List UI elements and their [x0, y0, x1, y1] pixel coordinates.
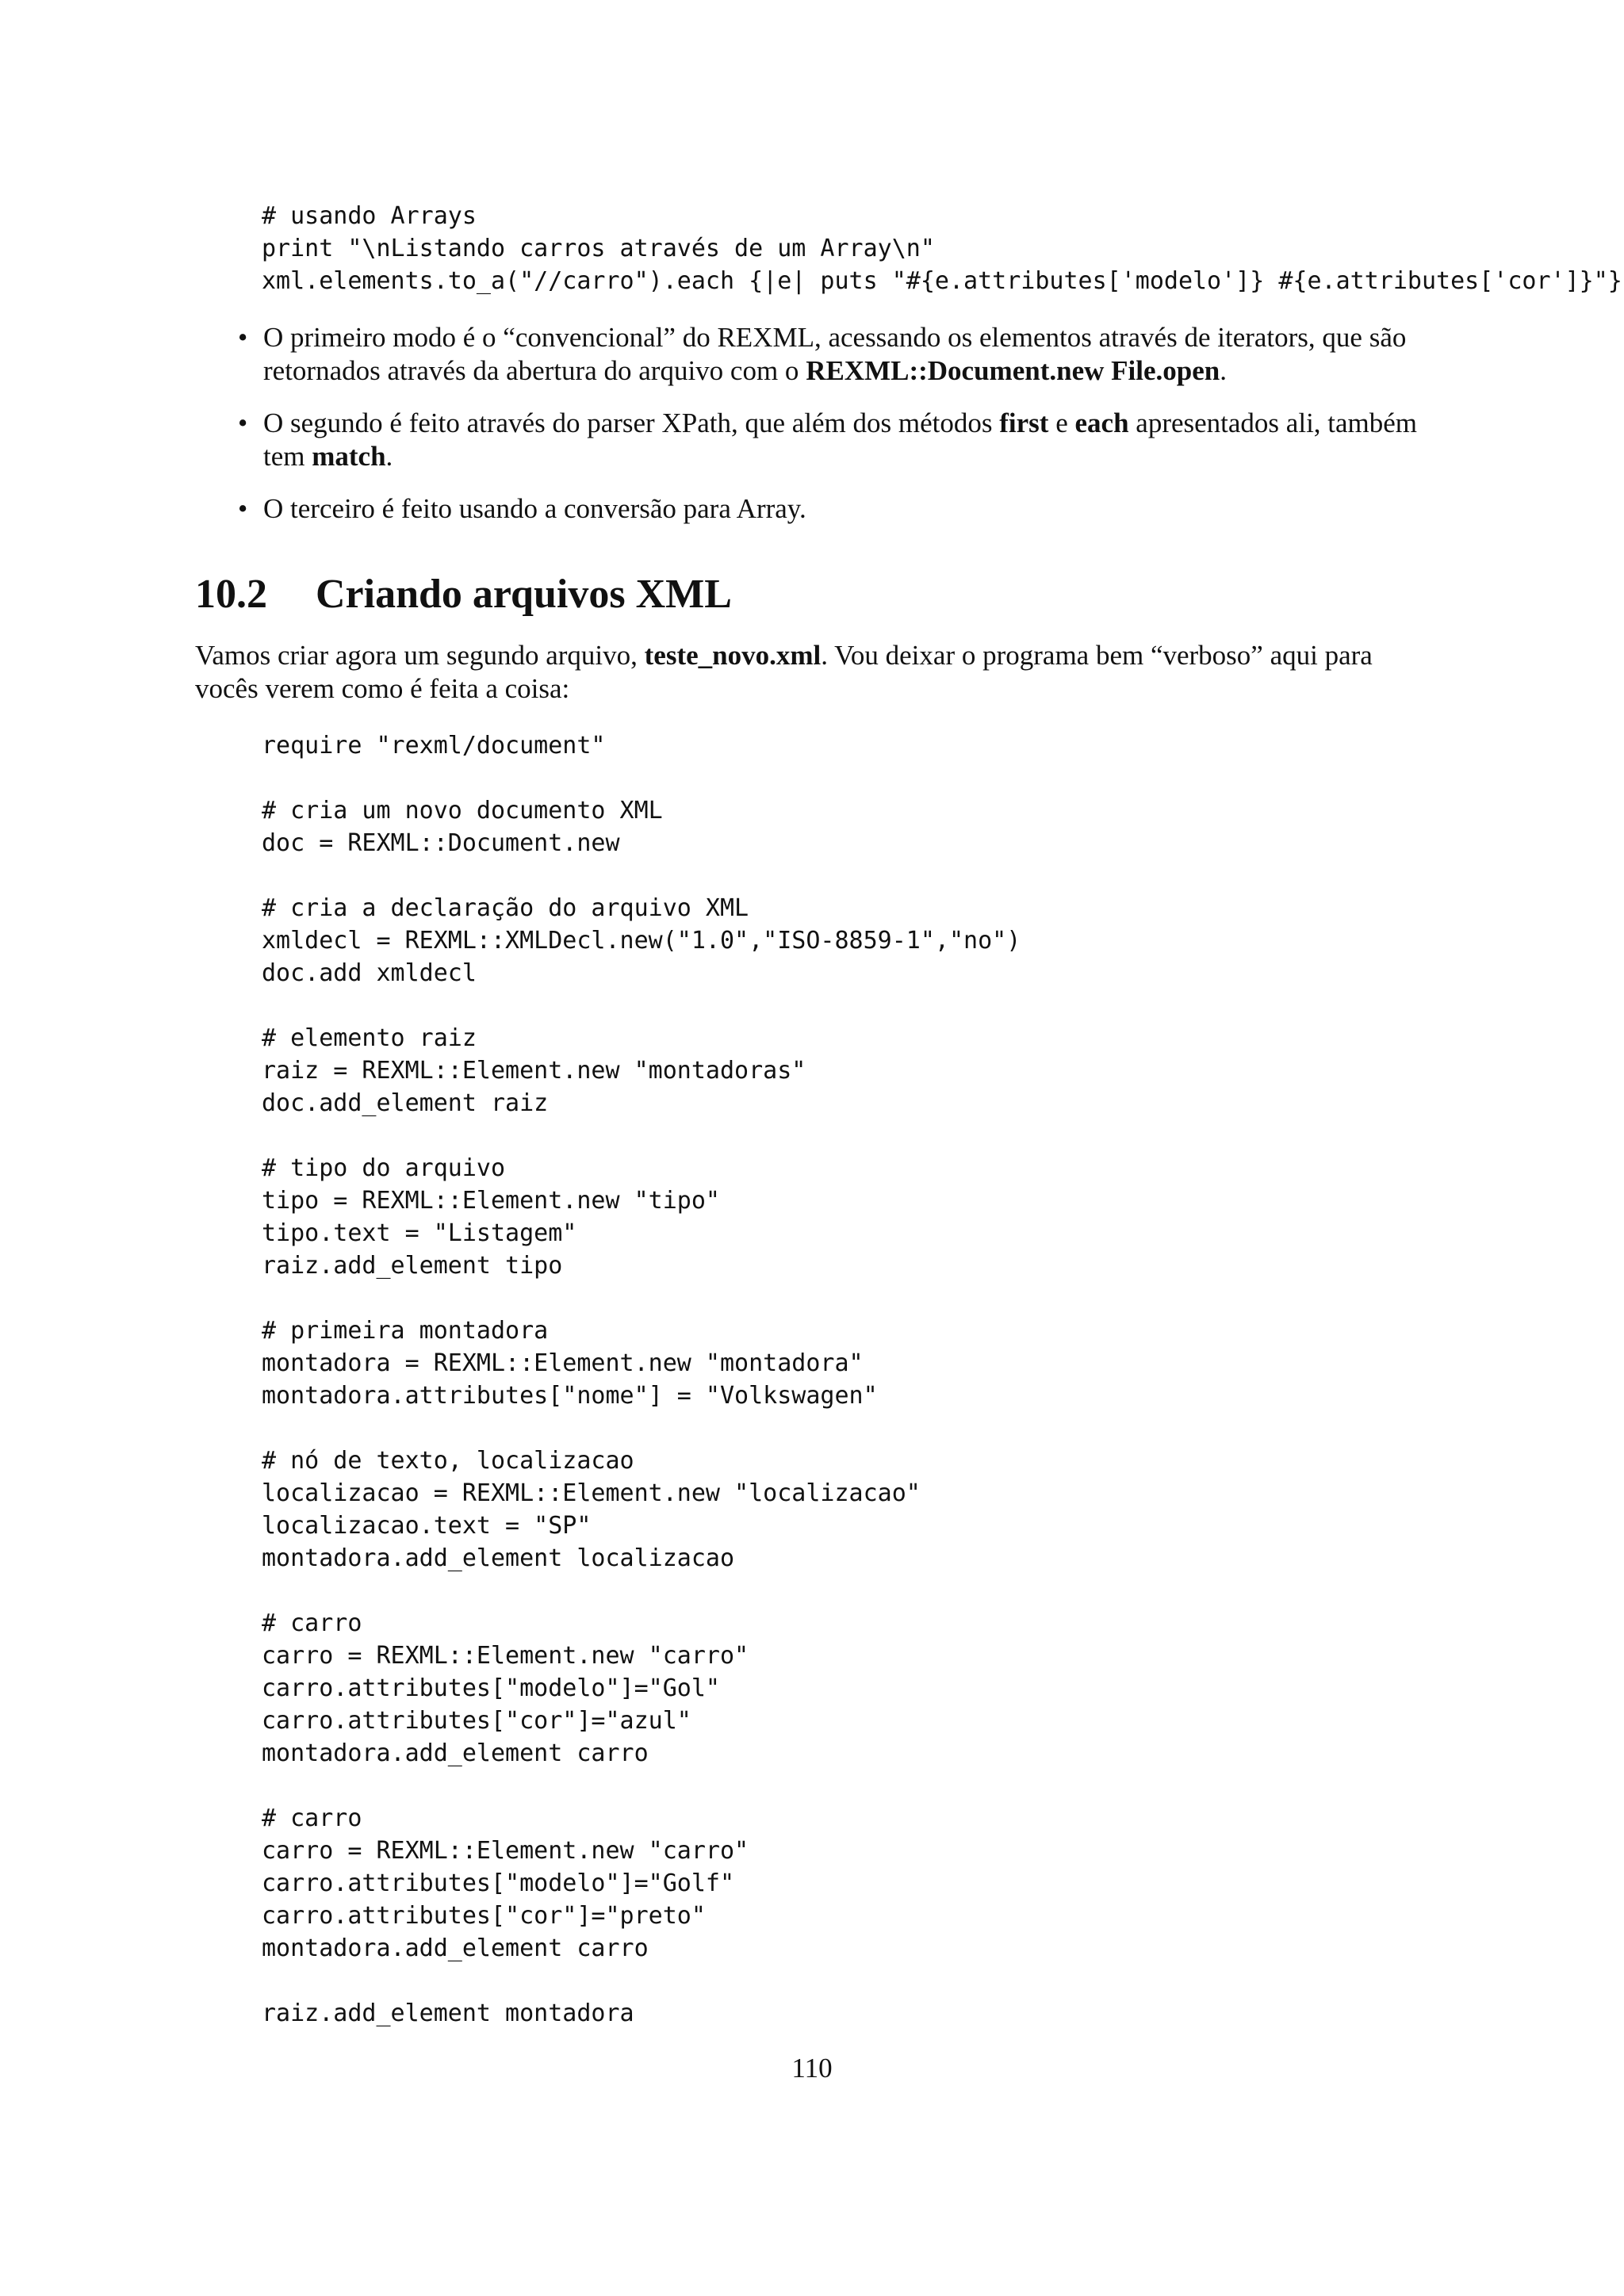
- code-block-create-xml: require "rexml/document" # cria um novo documento XML doc = REXML::Document.new # cria a declaração do arquivo XML xmldecl = REXML::XMLDecl.new("1.0","ISO-8859-1","no") doc.add xmldecl # elemento raiz raiz = REXML::Element.new "montadoras" doc.add_element raiz # tipo do arquivo tipo = REXML::Element.new "tipo" tipo.text = "Listagem" raiz.add_element tipo # primeira montadora montadora = REXML::Element.new "montadora" montadora.attributes["nome"] = "Volkswagen" # nó de texto, localizacao localizacao = REXML::Element.new "localizacao" localizacao.text = "SP" montadora.add_element localizacao # carro carro = REXML::Element.new "carro" carro.attributes["modelo"]="Gol" carro.attributes["cor"]="azul" montadora.add_element carro # carro carro = REXML::Element.new "carro" carro.attributes["modelo"]="Golf" carro.attributes["cor"]="preto" montadora.add_element carro raiz.add_element montadora: [262, 732, 1021, 2027]
- bullet-text: O terceiro é feito usando a conversão para Array.: [263, 493, 806, 524]
- intro-text: Vamos criar agora um segundo arquivo,: [195, 640, 645, 671]
- bullet-text: O segundo é feito através do parser XPath, que além dos métodos: [263, 408, 1000, 438]
- bullet-text: e: [1048, 408, 1075, 438]
- bullet-dot: •: [238, 322, 248, 353]
- bullet-item-second-mode: [238, 407, 1435, 473]
- bullet-text: O primeiro modo é o “convencional” do REXML, acessando os elementos através de iterators, que são retornados através da abertura do arquivo com o: [263, 322, 1407, 386]
- code-block-arrays: # usando Arrays print "\nListando carros através de um Array\n" xml.elements.to_a("//carro").each {|e| puts "#{e.attributes['modelo']} #{e.attributes['cor']}"}: [262, 202, 1622, 295]
- bullet-dot: •: [238, 408, 248, 438]
- section-title: Criando arquivos XML: [316, 572, 732, 617]
- intro-paragraph: [195, 639, 1420, 706]
- section-heading: [195, 569, 732, 620]
- intro-text: . Vou deixar o programa bem “verboso” aqui para vocês verem como é feita a coisa:: [195, 640, 1373, 704]
- bullet-bold-term: first: [999, 408, 1049, 438]
- bullet-item-third-mode: [238, 492, 1435, 526]
- bullet-dot: •: [238, 493, 248, 524]
- page-number: 110: [791, 2053, 833, 2084]
- bullet-text: .: [385, 441, 393, 472]
- bullet-bold-term: REXML::Document.new File.open: [806, 355, 1220, 386]
- bullet-item-first-mode: [238, 321, 1435, 388]
- bullet-list: [238, 321, 1435, 545]
- section-number: 10.2: [195, 572, 267, 617]
- intro-filename: teste_novo.xml: [644, 640, 822, 671]
- bullet-text: apresentados ali, também tem: [263, 408, 1418, 472]
- bullet-bold-term: match: [312, 441, 386, 472]
- bullet-bold-term: each: [1074, 408, 1129, 438]
- bullet-text: .: [1220, 355, 1227, 386]
